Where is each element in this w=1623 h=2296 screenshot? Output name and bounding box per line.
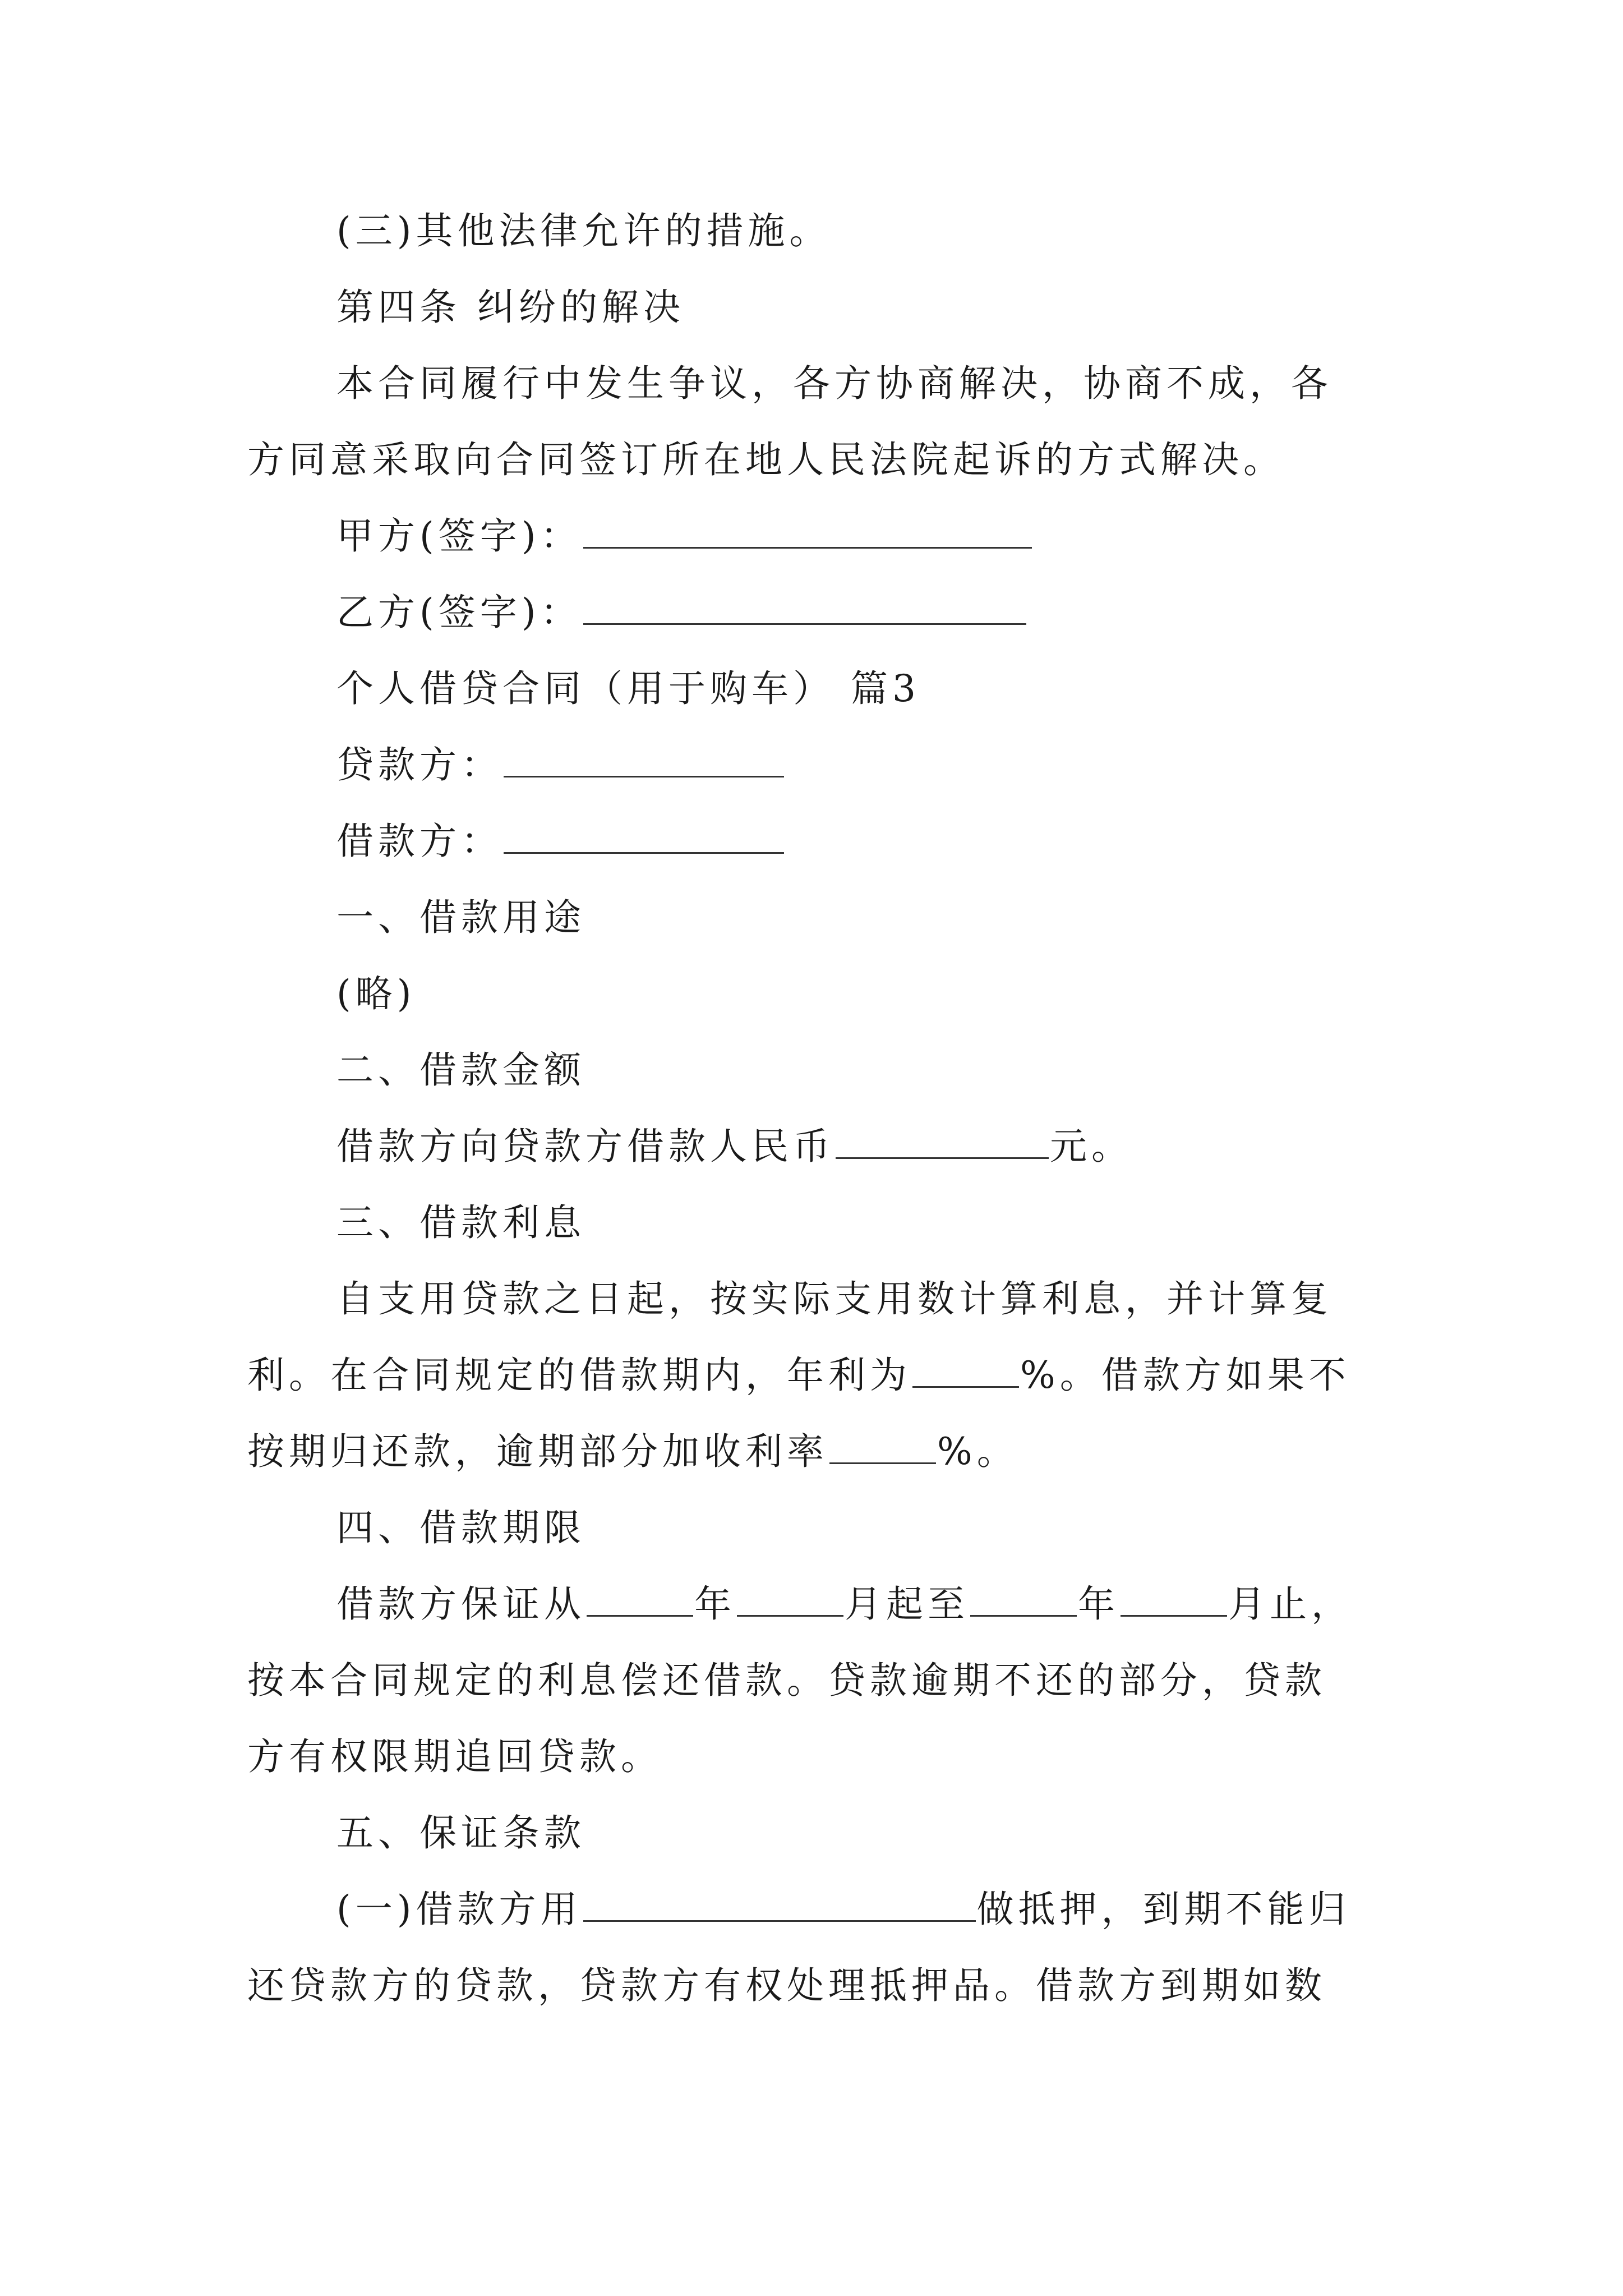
borrower-label: 借款方： <box>336 820 502 863</box>
collateral-blank <box>583 1888 976 1922</box>
party-a-label: 甲方(签字)： <box>336 514 582 558</box>
year-label: 年 <box>1078 1582 1119 1626</box>
annual-rate-suffix: %。借款方如果不 <box>1020 1354 1350 1397</box>
party-b-signature-blank <box>583 591 1026 625</box>
currency-unit-text: 元。 <box>1050 1125 1133 1168</box>
annual-rate-blank <box>912 1354 1019 1388</box>
annual-rate-text: 利。在合同规定的借款期内，年利为 <box>247 1354 911 1397</box>
borrower-line <box>336 819 785 864</box>
party-b-signature-line <box>336 590 1027 635</box>
loan-amount-blank <box>836 1125 1049 1159</box>
loan-amount-line <box>336 1124 1133 1169</box>
end-month-blank <box>1121 1582 1227 1617</box>
annual-rate-line <box>247 1353 1350 1398</box>
end-year-blank <box>970 1582 1077 1617</box>
section-heading: 五、保证条款 <box>336 1811 585 1855</box>
lender-line <box>336 743 785 788</box>
lender-blank <box>504 743 784 777</box>
loan-term-line <box>336 1582 1353 1627</box>
section-heading: 一、借款用途 <box>336 896 585 939</box>
paragraph-line: 方同意采取向合同签订所在地人民法院起诉的方式解决。 <box>247 438 1285 481</box>
paragraph-line: (略) <box>336 972 416 1015</box>
section-heading: 二、借款金额 <box>336 1048 585 1092</box>
loan-term-text: 借款方保证从 <box>336 1582 585 1626</box>
party-a-signature-blank <box>583 514 1032 549</box>
borrower-blank <box>504 820 784 854</box>
section-title: 个人借贷合同（用于购车） 篇3 <box>336 667 920 710</box>
party-b-label: 乙方(签字)： <box>336 591 582 634</box>
section-heading: 三、借款利息 <box>336 1201 585 1244</box>
paragraph-line: 方有权限期追回贷款。 <box>247 1735 662 1778</box>
paragraph-line: 自支用贷款之日起，按实际支用数计算利息，并计算复 <box>336 1277 1332 1320</box>
collateral-suffix: 做抵押，到期不能归 <box>976 1888 1350 1931</box>
paragraph-line: 本合同履行中发生争议，各方协商解决，协商不成，各 <box>336 362 1332 405</box>
month-to-label: 月止， <box>1228 1582 1353 1626</box>
paragraph-line: 按本合同规定的利息偿还借款。贷款逾期不还的部分，贷款 <box>247 1659 1326 1702</box>
overdue-rate-suffix: %。 <box>937 1430 1018 1473</box>
overdue-rate-line <box>247 1429 1018 1474</box>
paragraph-line: 还贷款方的贷款，贷款方有权处理抵押品。借款方到期如数 <box>247 1964 1326 2007</box>
overdue-rate-text: 按期归还款，逾期部分加收利率 <box>247 1430 828 1473</box>
overdue-rate-blank <box>829 1430 936 1464</box>
article-4-heading: 第四条 纠纷的解决 <box>336 286 685 329</box>
collateral-text: (一)借款方用 <box>336 1888 582 1931</box>
collateral-line <box>336 1887 1350 1932</box>
year-label: 年 <box>694 1582 736 1626</box>
party-a-signature-line <box>336 514 1033 559</box>
section-heading: 四、借款期限 <box>336 1506 585 1549</box>
start-month-blank <box>737 1582 843 1617</box>
start-year-blank <box>587 1582 693 1617</box>
lender-label: 贷款方： <box>336 743 502 786</box>
month-from-label: 月起至 <box>845 1582 969 1626</box>
loan-amount-text: 借款方向贷款方借款人民币 <box>336 1125 834 1168</box>
clause-3-3: (三)其他法律允许的措施。 <box>336 209 831 252</box>
